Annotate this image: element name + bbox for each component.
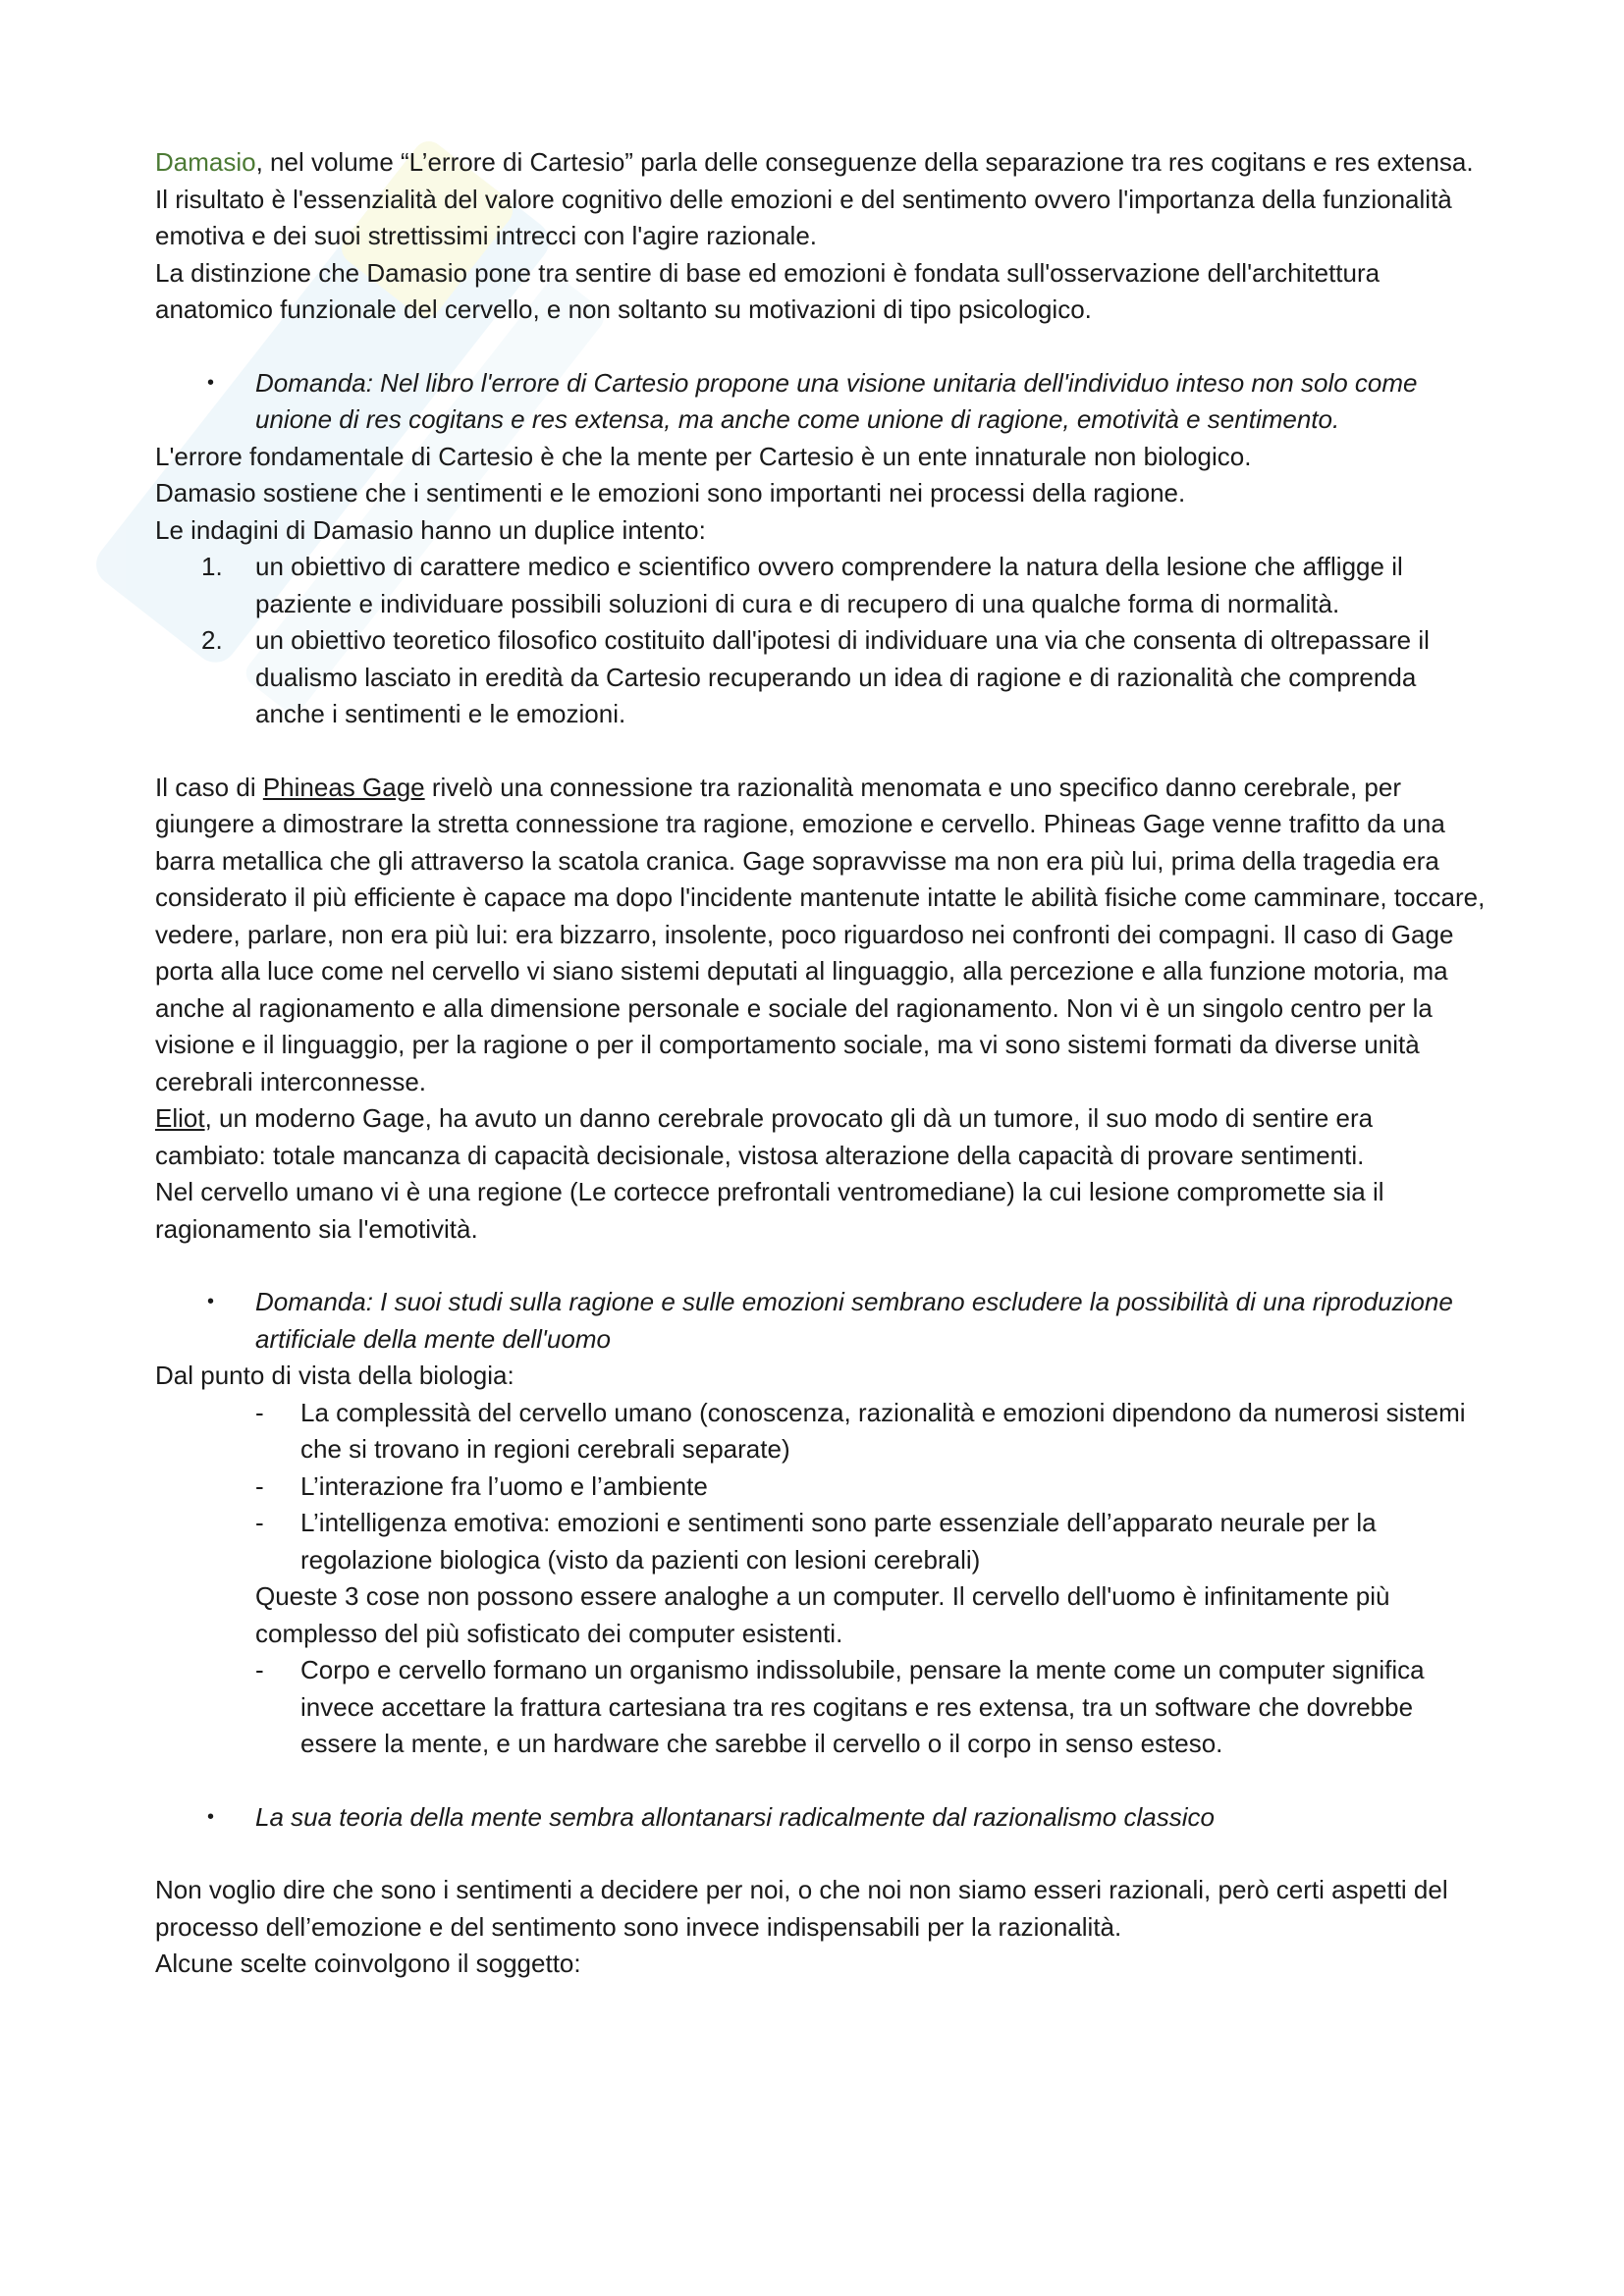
watermark-text: [0, 0, 1, 1]
dash-item: - L’intelligenza emotiva: emozioni e sentimenti sono parte essenziale dell’apparato neurale per la regolazione biologica (visto da pazienti con lesioni cerebrali): [255, 1508, 1377, 1575]
q1-paragraph-3: Le indagini di Damasio hanno un duplice intento:: [155, 514, 706, 545]
numbered-item: 2. un obiettivo teoretico filosofico costituito dall'ipotesi di individuare una via che consenta di oltrepassare il dualismo lasciato in eredità da Cartesio recuperando un idea di ragione e di razionalità che comprenda anche i sentimenti e le emozioni.: [201, 625, 1430, 728]
numbered-item: 1. un obiettivo di carattere medico e scientifico ovvero comprendere la natura della lesione che affligge il paziente e individuare possibili soluzioni di cura e di recupero di una qualche forma di normalità.: [201, 552, 1403, 618]
dash-item: - Corpo e cervello formano un organismo indissolubile, pensare la mente come un computer significa invece accettare la frattura cartesiana tra res cogitans e res extensa, tra un software che dovrebbe essere la mente, e un hardware che sarebbe il cervello o il corpo in senso esteso.: [255, 1655, 1425, 1758]
gage-paragraph: Il caso di Phineas Gage rivelò una connessione tra razionalità menomata e uno specifico danno cerebrale, per giungere a dimostrare la stretta connessione tra ragione, emozione e cervello. Phineas Gage venne trafitto da una barra metallica che gli attraverso la scatola cranica. Gage sopravvisse ma non era più lui, prima della tragedia era considerato il più efficiente è capace ma dopo l'incidente mantenute intatte le abilità fisiche come camminare, toccare, vedere, parlare, non era più lui: era bizzarro, insolente, poco riguardoso nei confronti dei compagni. Il caso di Gage porta alla luce come nel cervello vi siano sistemi deputati al linguaggio, alla percezione e alla funzione motoria, ma anche al ragionamento e alla dimensione personale e sociale del ragionamento. Non vi è un singolo centro per la visione e il linguaggio, per la ragione o per il comportamento sociale, ma vi sono sistemi formati da diverse unità cerebrali interconnesse.: [155, 772, 1486, 1096]
q3-paragraph-1: Non voglio dire che sono i sentimenti a decidere per noi, o che noi non siamo esseri razionali, però certi aspetti del processo dell’emozione e del sentimento sono invece indispensabili per la razionalità.: [155, 1875, 1448, 1942]
eliot-link[interactable]: Eliot: [155, 1103, 205, 1133]
q1-paragraph-1: L'errore fondamentale di Cartesio è che la mente per Cartesio è un ente innaturale non biologico.: [155, 441, 1252, 471]
eliot-paragraph-2: Nel cervello umano vi è una regione (Le cortecce prefrontali ventromediane) la cui lesione compromette sia il ragionamento sia l'emotività.: [155, 1177, 1384, 1244]
q2-note: Queste 3 cose non possono essere analoghe a un computer. Il cervello dell'uomo è infinitamente più complesso del più sofisticato dei computer esistenti.: [255, 1581, 1390, 1648]
damasio-link[interactable]: Damasio: [155, 147, 256, 177]
question-3: • La sua teoria della mente sembra allontanarsi radicalmente dal razionalismo classico: [155, 1799, 1490, 1837]
bullet-icon: •: [207, 1805, 215, 1828]
phineas-gage-link[interactable]: Phineas Gage: [262, 772, 425, 802]
intro-paragraph: Damasio, nel volume “L’errore di Cartesio” parla delle conseguenze della separazione tra res cogitans e res extensa. Il risultato è l'essenzialità del valore cognitivo delle emozioni e del sentimento ovvero l'importanza della funzionalità emotiva e dei suoi strettissimi intrecci con l'agire razionale.: [155, 147, 1474, 250]
dash-item: - L’interazione fra l’uomo e l’ambiente: [255, 1470, 708, 1501]
question-1: • Domanda: Nel libro l'errore di Cartesio propone una visione unitaria dell'individuo inteso non solo come unione di res cogitans e res extensa, ma anche come unione di ragione, emotività e sentimento.: [155, 365, 1490, 439]
document-body: [155, 144, 1490, 1983]
question-2: • Domanda: I suoi studi sulla ragione e sulle emozioni sembrano escludere la possibilità di una riproduzione artificiale della mente dell'uomo: [155, 1284, 1490, 1358]
dash-item: - La complessità del cervello umano (conoscenza, razionalità e emozioni dipendono da numerosi sistemi che si trovano in regioni cerebrali separate): [255, 1397, 1466, 1464]
eliot-paragraph: Eliot, un moderno Gage, ha avuto un danno cerebrale provocato gli dà un tumore, il suo modo di sentire era cambiato: totale mancanza di capacità decisionale, vistosa alterazione della capacità di provare sentimenti.: [155, 1103, 1374, 1170]
bullet-icon: •: [207, 1291, 215, 1312]
bullet-icon: •: [207, 371, 215, 394]
q2-intro: Dal punto di vista della biologia:: [155, 1361, 514, 1390]
intro-paragraph-2: La distinzione che Damasio pone tra sentire di base ed emozioni è fondata sull'osservazione dell'architettura anatomico funzionale del cervello, e non soltanto su motivazioni di tipo psicologico.: [155, 257, 1380, 324]
q1-paragraph-2: Damasio sostiene che i sentimenti e le emozioni sono importanti nei processi della ragione.: [155, 478, 1186, 507]
watermark-tagline: [0, 0, 1, 1]
q3-paragraph-2: Alcune scelte coinvolgono il soggetto:: [155, 1949, 581, 1978]
